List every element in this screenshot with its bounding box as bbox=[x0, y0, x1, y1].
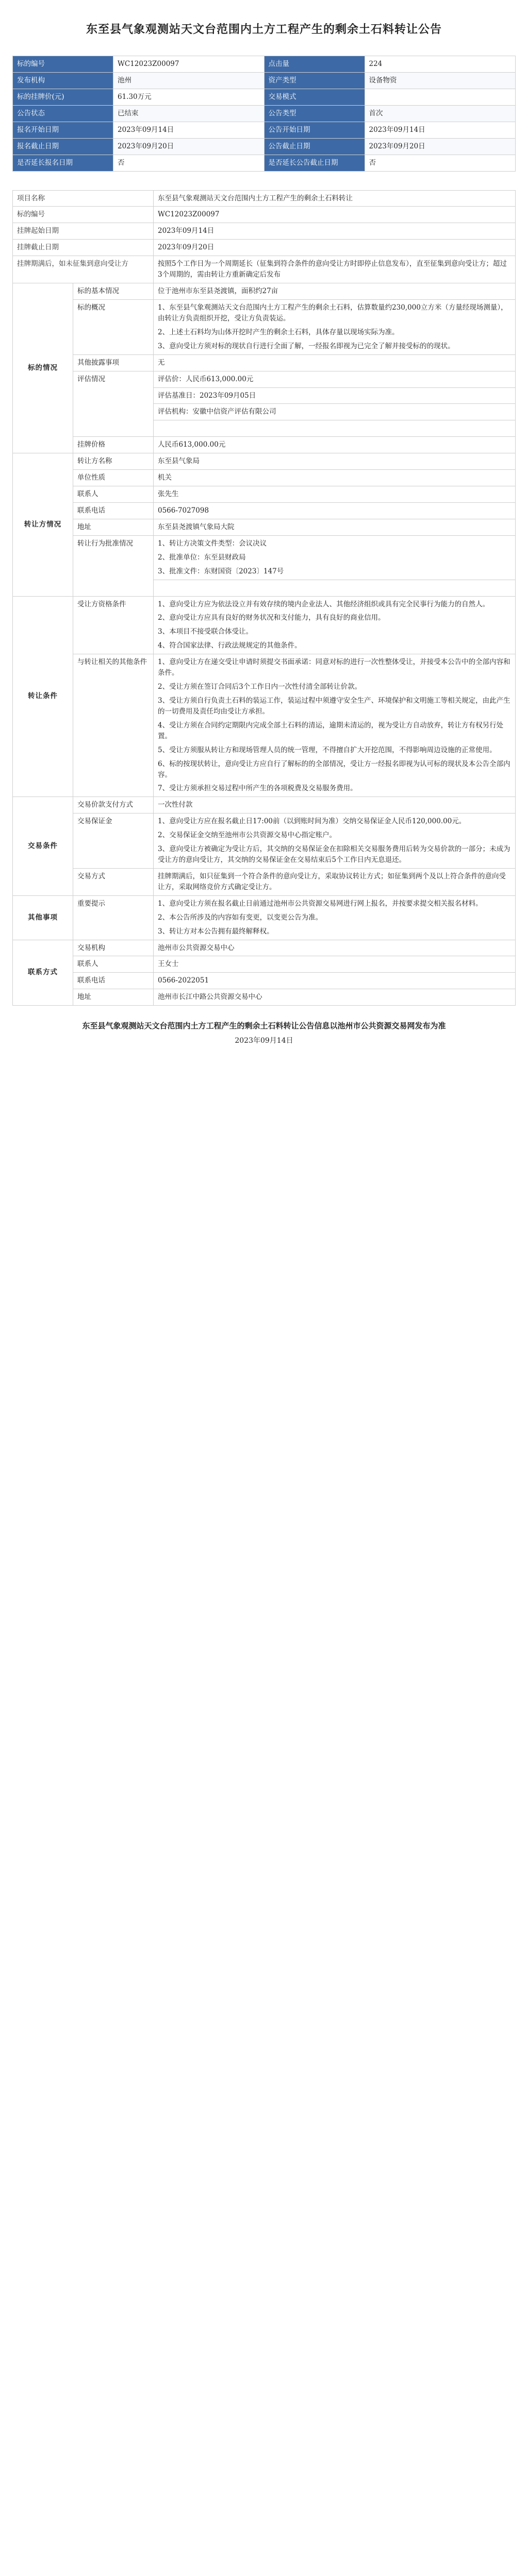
project-name-label: 项目名称 bbox=[13, 190, 154, 207]
summary-value: 224 bbox=[365, 56, 516, 73]
summary-value: 2023年09月20日 bbox=[113, 138, 265, 155]
extend-text: 按照5个工作日为一个周期延长（征集到符合条件的意向受让方时即停止信息发布），直至征集到意向受让方；超过3个周期的，需由转让方重新确定后发布 bbox=[154, 256, 516, 283]
deposit-label: 交易保证金 bbox=[73, 814, 154, 869]
approval-para: 1、转让方决策文件类型：会议决议 bbox=[158, 539, 267, 548]
summary-label: 标的挂牌价(元) bbox=[13, 89, 113, 105]
reserve-price: 人民币613,000.00元 bbox=[154, 437, 516, 453]
summary-label: 是否延长报名日期 bbox=[13, 155, 113, 171]
contact-section: 联系方式 bbox=[13, 940, 73, 1006]
other-disclosure-label: 其他披露事项 bbox=[73, 354, 154, 371]
extend-label: 挂牌期满后，如未征集到意向受让方 bbox=[13, 256, 154, 283]
summary-value: 2023年09月14日 bbox=[365, 122, 516, 138]
other-cond-para: 7、受让方须承担交易过程中所产生的各项税费及交易服务费用。 bbox=[158, 784, 357, 793]
summary-label: 交易模式 bbox=[264, 89, 365, 105]
qual-para: 4、符合国家法律、行政法规规定的其他条件。 bbox=[158, 641, 302, 650]
seller-contact-label: 联系人 bbox=[73, 486, 154, 503]
tel-number: 0566-2022051 bbox=[154, 973, 516, 989]
eval-org: 评估机构：安徽中信资产评估有限公司 bbox=[154, 404, 516, 420]
other-cond-para: 2、受让方须在签订合同后3个工作日内一次性付清全部转让价款。 bbox=[158, 683, 362, 691]
qual-para: 2、意向受让方应具有良好的财务状况和支付能力，具有良好的商业信用。 bbox=[158, 614, 385, 622]
project-name: 东至县气象观测站天文台范围内土方工程产生的剩余土石料转让 bbox=[154, 190, 516, 207]
basic-text: 位于池州市东至县尧渡镇，面积约27亩 bbox=[154, 283, 516, 300]
summary-row bbox=[13, 73, 516, 89]
summary-value: 设备物资 bbox=[365, 73, 516, 89]
seller-section: 转让方情况 bbox=[13, 453, 73, 596]
summary-para: 2、上述土石料均为山体开挖时产生的剩余土石料，具体存量以现场实际为准。 bbox=[158, 328, 399, 336]
notes-text bbox=[154, 895, 516, 940]
seller-phone-label: 联系电话 bbox=[73, 502, 154, 519]
deposit-para: 3、意向受让方被确定为受让方后，其交纳的交易保证金在扣除相关交易服务费用后转为交易价款的一部分；未成为受让方的意向受让方，其交纳的交易保证金在交易结束后5个工作日内无息退还。 bbox=[158, 845, 510, 865]
person-label: 联系人 bbox=[73, 956, 154, 973]
addr-text: 池州市长江中路公共资源交易中心 bbox=[154, 989, 516, 1006]
summary-value: 池州 bbox=[113, 73, 265, 89]
seller-name-label: 转让方名称 bbox=[73, 453, 154, 470]
footer-note: 东至县气象观测站天文台范围内土方工程产生的剩余土石料转让公告信息以池州市公共资源交易网发布为准 bbox=[82, 1021, 446, 1031]
notes-para: 2、本公告所涉及的内容如有变更，以变更公告为准。 bbox=[158, 913, 323, 922]
approval-para: 3、批准文件：东财国资〔2023〕147号 bbox=[158, 567, 284, 575]
other-disclosure-text: 无 bbox=[154, 354, 516, 371]
other-cond-para: 4、受让方须在合同约定期限内完成全部土石料的清运，逾期未清运的，视为受让方自动放弃，转让方有权另行处置。 bbox=[158, 721, 504, 740]
trade-method-label: 交易方式 bbox=[73, 868, 154, 895]
price-method: 一次性付款 bbox=[154, 797, 516, 814]
summary-row bbox=[13, 155, 516, 171]
qual-label: 受让方资格条件 bbox=[73, 596, 154, 654]
qual-text bbox=[154, 596, 516, 654]
seller-type-label: 单位性质 bbox=[73, 470, 154, 486]
page bbox=[0, 0, 528, 1062]
other-cond-para: 1、意向受让方在递交受让申请时须提交书面承诺：同意对标的进行一次性整体受让，并接受本公告中的全部内容和条件。 bbox=[158, 658, 510, 677]
summary-text bbox=[154, 300, 516, 355]
summary-value: 否 bbox=[113, 155, 265, 171]
summary-label: 报名截止日期 bbox=[13, 138, 113, 155]
summary-para: 1、东至县气象观测站天文台范围内土方工程产生的剩余土石料，估算数量约230,000立方米（方量经现场测量），由转让方负责组织开挖，受让方负责装运。 bbox=[158, 303, 508, 323]
deposit-para: 1、意向受让方应在报名截止日17:00前（以到账时间为准）交纳交易保证金人民币120,000.00元。 bbox=[158, 817, 466, 826]
eval-date: 评估基准日：2023年09月05日 bbox=[154, 387, 516, 404]
project-row bbox=[13, 190, 516, 207]
basic-label: 标的基本情况 bbox=[73, 283, 154, 300]
tel-label: 联系电话 bbox=[73, 973, 154, 989]
summary-value: 61.30万元 bbox=[113, 89, 265, 105]
other-cond-text bbox=[154, 654, 516, 797]
project-code: WC12023Z00097 bbox=[154, 207, 516, 223]
eval-value-label: 评估价 bbox=[158, 375, 179, 383]
summary-value: WC12023Z00097 bbox=[113, 56, 265, 73]
addr-label: 地址 bbox=[73, 989, 154, 1006]
other-cond-para: 3、受让方须自行负责土石料的装运工作，装运过程中须遵守安全生产、环境保护和文明施工等相关规定，由此产生的一切费用及责任均由受让方承担。 bbox=[158, 696, 510, 716]
summary-value: 已结束 bbox=[113, 105, 265, 122]
target-section: 标的情况 bbox=[13, 283, 73, 453]
approval-spacer bbox=[154, 580, 516, 596]
seller-phone: 0566-7027098 bbox=[154, 502, 516, 519]
other-cond-label: 与转让相关的其他条件 bbox=[73, 654, 154, 797]
summary-label: 公告状态 bbox=[13, 105, 113, 122]
approval-para: 2、批准单位：东至县财政局 bbox=[158, 553, 246, 562]
reserve-label: 挂牌价格 bbox=[73, 437, 154, 453]
qual-para: 3、本项目不接受联合体受让。 bbox=[158, 628, 253, 636]
notes-para: 3、转让方对本公告拥有最终解释权。 bbox=[158, 927, 274, 936]
summary-value: 2023年09月14日 bbox=[113, 122, 265, 138]
eval-label: 评估情况 bbox=[73, 371, 154, 437]
deposit-para: 2、交易保证金交纳至池州市公共资源交易中心指定账户。 bbox=[158, 831, 337, 840]
eval-spacer bbox=[154, 420, 516, 437]
eval-org-label: 评估机构 bbox=[158, 408, 186, 416]
price-method-label: 交易价款支付方式 bbox=[73, 797, 154, 814]
summary-label: 标的概况 bbox=[73, 300, 154, 355]
person-name: 王女士 bbox=[154, 956, 516, 973]
summary-label: 标的编号 bbox=[13, 56, 113, 73]
approval-text bbox=[154, 535, 516, 580]
detail-table bbox=[12, 190, 516, 1006]
qual-para: 1、意向受让方应为依法设立并有效存续的境内企业法人、其他经济组织或具有完全民事行为能力的自然人。 bbox=[158, 600, 490, 608]
start-date: 2023年09月14日 bbox=[154, 223, 516, 240]
summary-row bbox=[13, 138, 516, 155]
approval-label: 转让行为批准情况 bbox=[73, 535, 154, 596]
summary-label: 报名开始日期 bbox=[13, 122, 113, 138]
seller-name: 东至县气象局 bbox=[154, 453, 516, 470]
end-date: 2023年09月20日 bbox=[154, 240, 516, 256]
start-date-label: 挂牌起始日期 bbox=[13, 223, 154, 240]
summary-row bbox=[13, 89, 516, 105]
summary-label: 公告开始日期 bbox=[264, 122, 365, 138]
summary-row bbox=[13, 56, 516, 73]
summary-label: 发布机构 bbox=[13, 73, 113, 89]
project-code-label: 标的编号 bbox=[13, 207, 154, 223]
summary-label: 是否延长公告截止日期 bbox=[264, 155, 365, 171]
summary-para: 3、意向受让方须对标的现状自行进行全面了解，一经报名即视为已完全了解并接受标的的现状。 bbox=[158, 342, 455, 350]
summary-label: 资产类型 bbox=[264, 73, 365, 89]
notes-section: 其他事项 bbox=[13, 895, 73, 940]
end-date-label: 挂牌截止日期 bbox=[13, 240, 154, 256]
org-name: 池州市公共资源交易中心 bbox=[154, 940, 516, 956]
summary-table bbox=[12, 56, 516, 171]
eval-date-text: 2023年09月05日 bbox=[200, 391, 256, 400]
summary-label: 点击量 bbox=[264, 56, 365, 73]
summary-label: 公告类型 bbox=[264, 105, 365, 122]
eval-value-text: 人民币613,000.00元 bbox=[186, 375, 254, 383]
eval-date-label: 评估基准日 bbox=[158, 391, 193, 400]
eval-org-text: 安徽中信资产评估有限公司 bbox=[192, 408, 276, 416]
summary-value bbox=[365, 89, 516, 105]
trading-section: 交易条件 bbox=[13, 797, 73, 895]
seller-type: 机关 bbox=[154, 470, 516, 486]
summary-value: 首次 bbox=[365, 105, 516, 122]
summary-row bbox=[13, 105, 516, 122]
seller-address-label: 地址 bbox=[73, 519, 154, 535]
deposit-text bbox=[154, 814, 516, 869]
page-title: 东至县气象观测站天文台范围内土方工程产生的剩余土石料转让公告 bbox=[86, 23, 442, 36]
summary-row bbox=[13, 122, 516, 138]
summary-value: 2023年09月20日 bbox=[365, 138, 516, 155]
seller-contact: 张先生 bbox=[154, 486, 516, 503]
notes-para: 1、意向受让方须在报名截止日前通过池州市公共资源交易网进行网上报名，并按要求提交相关报名材料。 bbox=[158, 899, 483, 908]
seller-address: 东至县尧渡镇气象局大院 bbox=[154, 519, 516, 535]
other-cond-para: 5、受让方须服从转让方和现场管理人员的统一管理，不得擅自扩大开挖范围，不得影响周边设施的正常使用。 bbox=[158, 745, 497, 754]
summary-value: 否 bbox=[365, 155, 516, 171]
conditions-section: 转让条件 bbox=[13, 596, 73, 797]
footer-date: 2023年09月14日 bbox=[235, 1036, 293, 1045]
eval-value: 评估价：人民币613,000.00元 bbox=[154, 371, 516, 387]
org-label: 交易机构 bbox=[73, 940, 154, 956]
other-cond-para: 6、标的按现状转让，意向受让方应自行了解标的的全部情况，受让方一经报名即视为认可标的现状及本公告全部内容。 bbox=[158, 759, 510, 779]
summary-label: 公告截止日期 bbox=[264, 138, 365, 155]
trade-method: 挂牌期满后，如只征集到一个符合条件的意向受让方，采取协议转让方式；如征集到两个及以上符合条件的意向受让方，采取网络竞价方式确定受让方。 bbox=[154, 868, 516, 895]
notes-label: 重要提示 bbox=[73, 895, 154, 940]
